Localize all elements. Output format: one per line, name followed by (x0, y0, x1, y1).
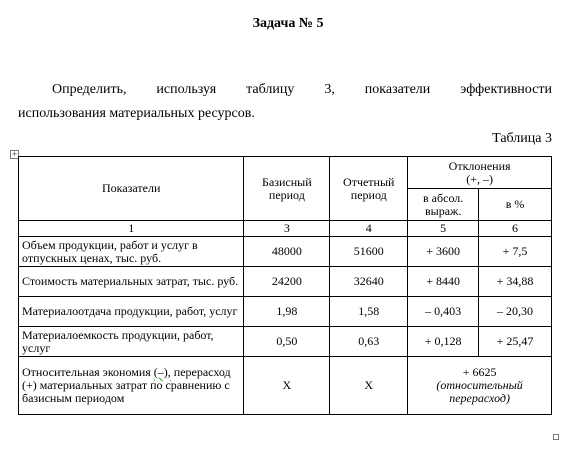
row-base: 1,98 (244, 297, 330, 327)
table-row (19, 297, 552, 327)
header-deviation (408, 157, 552, 189)
para-word-1: Определить, (52, 82, 127, 97)
economy-note: (относительный перерасход) (436, 378, 523, 405)
header-indicator: Показатели (19, 157, 244, 221)
row-abs: – 0,403 (408, 297, 479, 327)
header-pct: в % (479, 189, 552, 221)
row-pct: – 20,30 (479, 297, 552, 327)
indicators-table (18, 156, 552, 415)
row-name-economy (19, 357, 244, 415)
row-base: 48000 (244, 237, 330, 267)
economy-value: + 6625 (462, 365, 497, 379)
col-number: 1 (19, 221, 244, 237)
para-word-4: 3, (324, 82, 335, 97)
para-word-3: таблицу (246, 82, 295, 97)
row-name: Материалоотдача продукции, работ, услуг (19, 297, 244, 327)
para-word-5: показатели (364, 82, 431, 97)
row-report: Х (330, 357, 408, 415)
table-resize-handle-icon[interactable] (553, 434, 559, 440)
header-abs: в абсол. выраж. (408, 189, 479, 221)
table-move-handle-icon[interactable]: + (11, 150, 18, 158)
row-name: Материалоемкость продукции, работ, услуг (19, 327, 244, 357)
row-base: Х (244, 357, 330, 415)
row-base: 0,50 (244, 327, 330, 357)
paragraph-line-2: использования материальных ресурсов. (18, 106, 255, 121)
table-row (19, 267, 552, 297)
col-number: 6 (479, 221, 552, 237)
row-pct: + 34,88 (479, 267, 552, 297)
row-name: Объем продукции, работ и услуг в отпускных ценах, тыс. руб. (19, 237, 244, 267)
col-number: 3 (244, 221, 330, 237)
row-abs: + 3600 (408, 237, 479, 267)
table-row (19, 357, 552, 415)
para-word-6: эффективности (460, 82, 552, 97)
row-economy-value (408, 357, 552, 415)
row-pct: + 7,5 (479, 237, 552, 267)
row-report: 32640 (330, 267, 408, 297)
table-row (19, 237, 552, 267)
col-number: 5 (408, 221, 479, 237)
row-name: Стоимость материальных затрат, тыс. руб. (19, 267, 244, 297)
table-row (19, 327, 552, 357)
header-report-period: Отчетный период (330, 157, 408, 221)
col-number: 4 (330, 221, 408, 237)
row-report: 0,63 (330, 327, 408, 357)
row-name-part: Относительная экономия (22, 365, 151, 379)
row-name-part: (–), (153, 365, 171, 379)
row-report: 51600 (330, 237, 408, 267)
row-abs: + 8440 (408, 267, 479, 297)
row-abs: + 0,128 (408, 327, 479, 357)
para-word-2: используя (156, 82, 217, 97)
header-base-period: Базисный период (244, 157, 330, 221)
header-deviation-label: Отклонения (448, 158, 511, 173)
header-deviation-sign: (+, –) (466, 171, 493, 186)
table-caption: Таблица 3 (492, 131, 552, 146)
task-title: Задача № 5 (252, 16, 324, 31)
row-name-part: перерасход (+) материальных затрат по сравнению с базисным периодом (22, 365, 231, 405)
row-pct: + 25,47 (479, 327, 552, 357)
paragraph-line-1 (18, 78, 552, 102)
row-base: 24200 (244, 267, 330, 297)
row-report: 1,58 (330, 297, 408, 327)
